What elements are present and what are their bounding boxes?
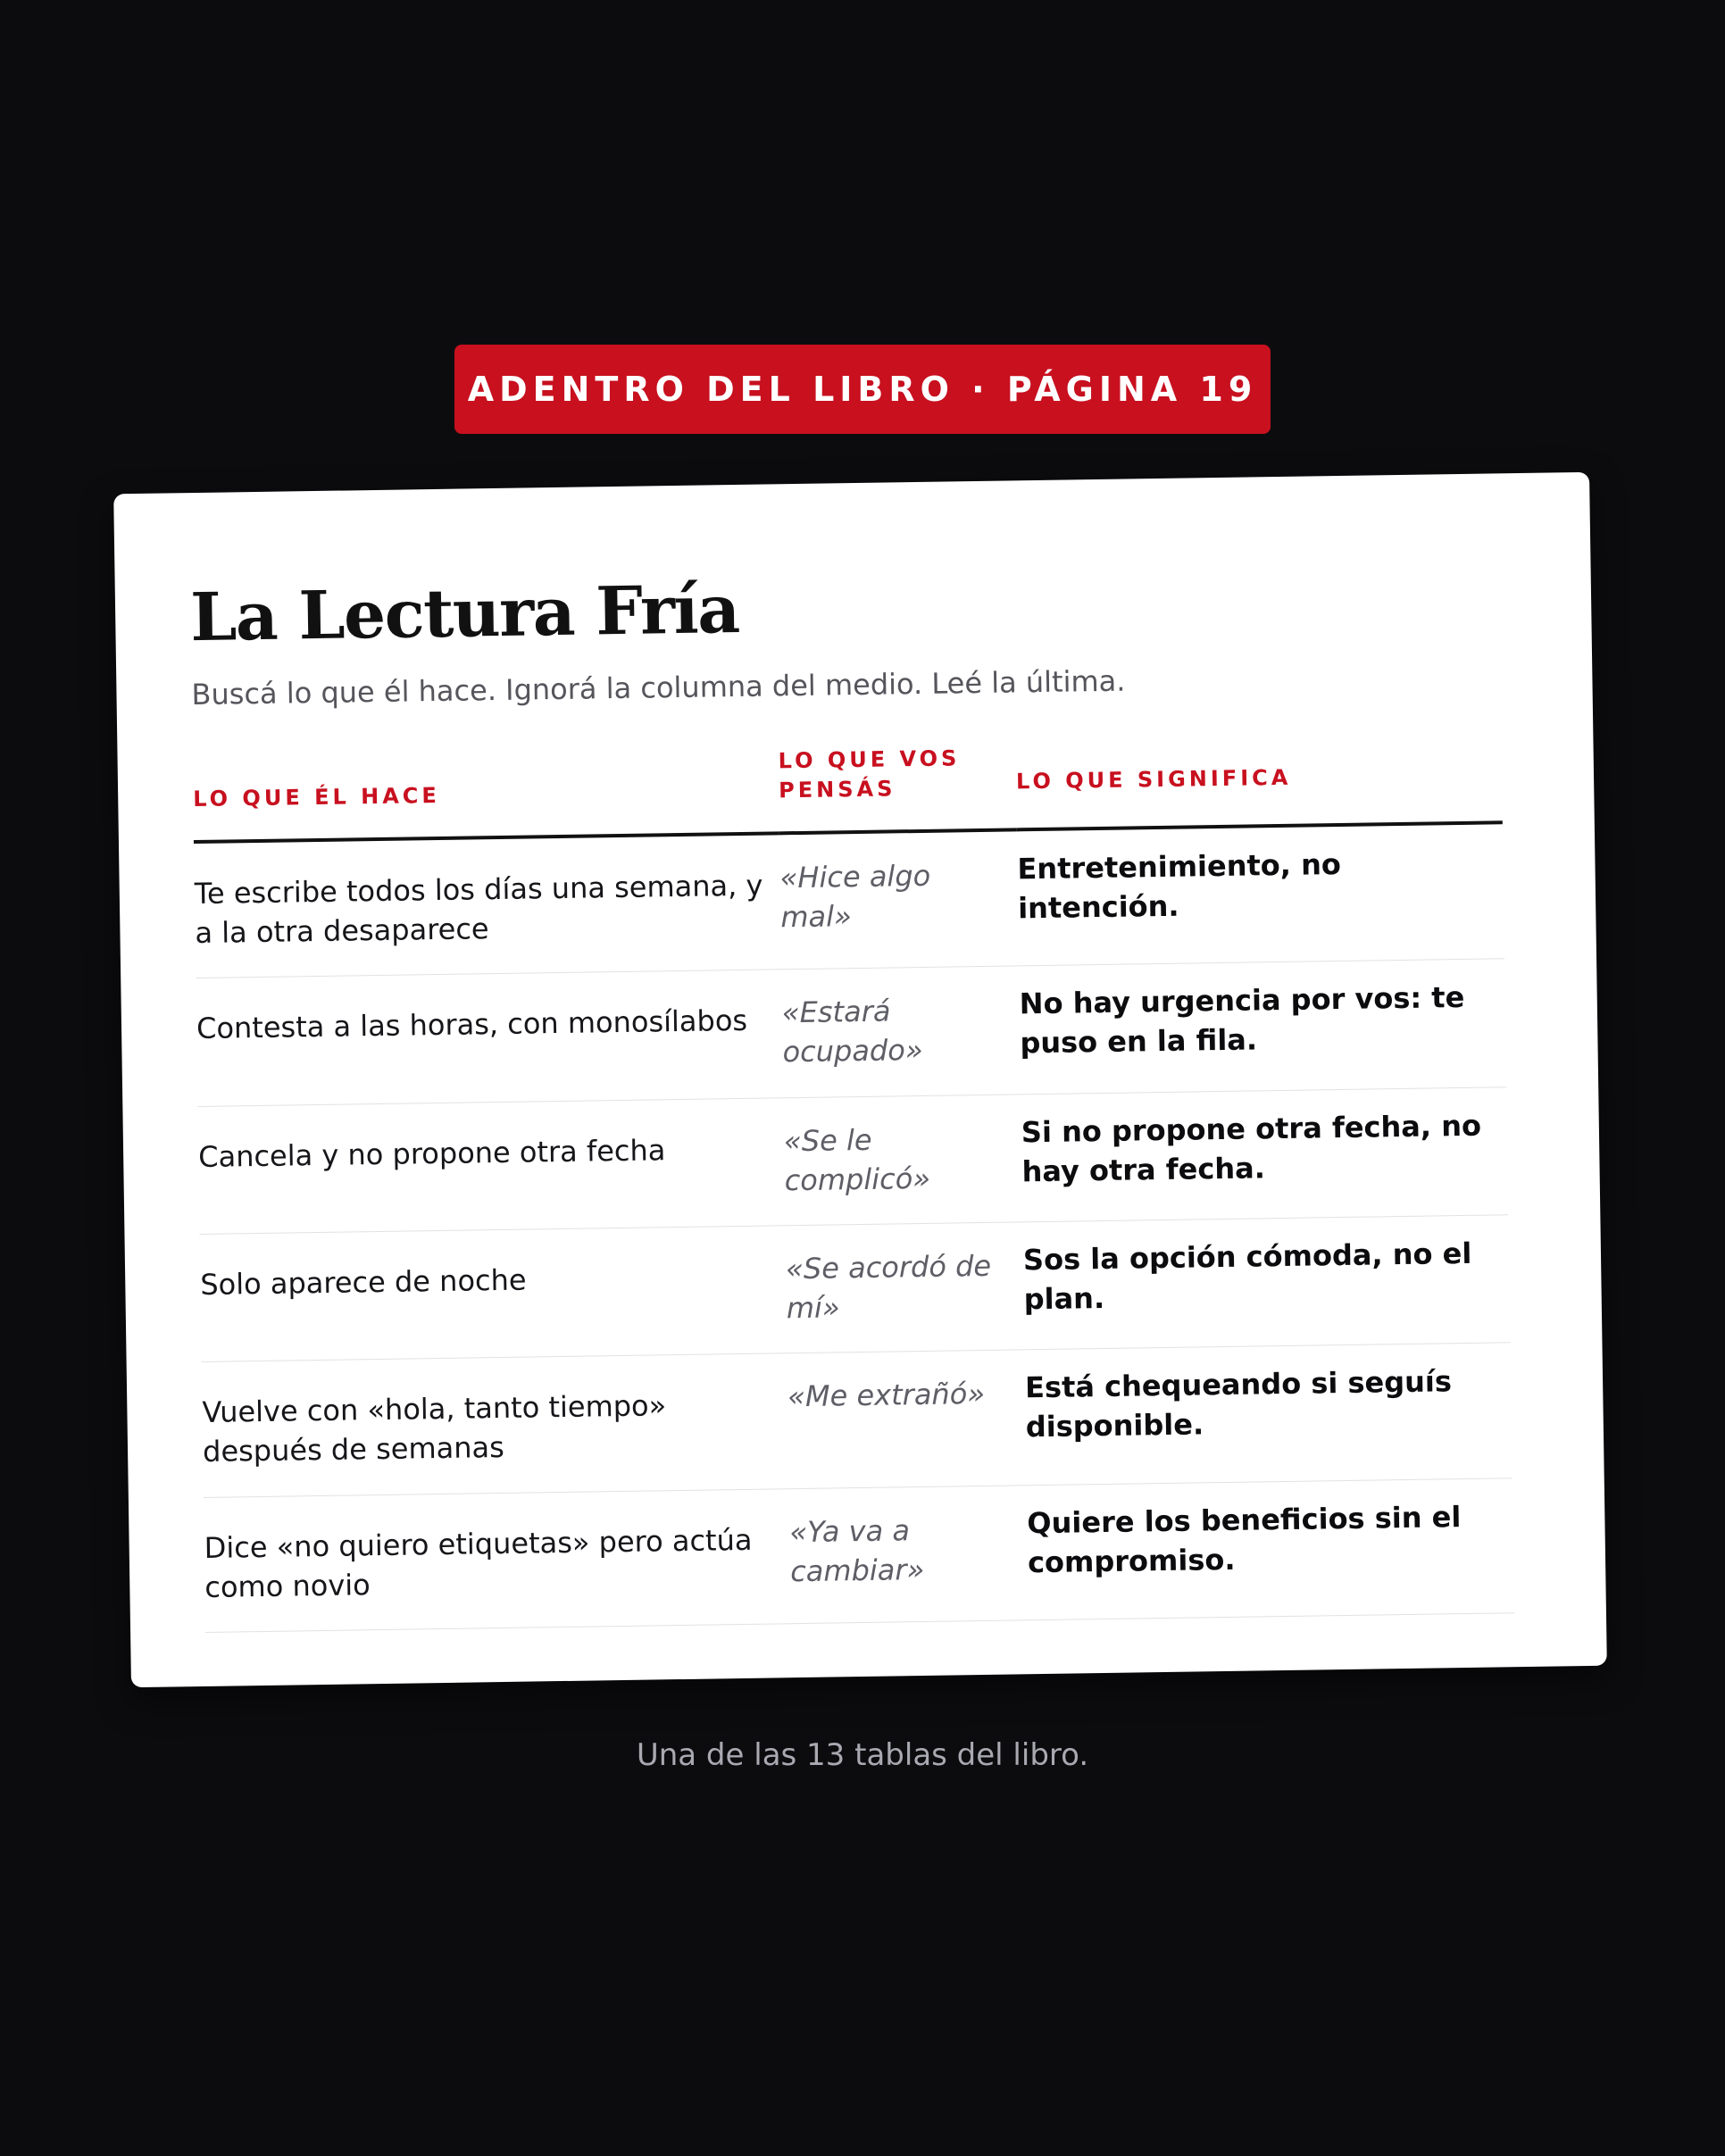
card-content [190,562,1527,1633]
cell-does: Vuelve con «hola, tanto tiempo» después de semanas [202,1353,789,1497]
table-row [202,1343,1512,1497]
table-row [199,1215,1510,1362]
badge-label: ADENTRO DEL LIBRO · PÁGINA 19 [467,370,1258,409]
cell-means: Sos la opción cómoda, no el plan. [1022,1215,1510,1350]
cell-does: Cancela y no propone otra fecha [197,1097,785,1234]
cell-think: «Hice algo mal» [779,829,1019,970]
cell-does: Dice «no quiero etiquetas» pero actúa como novio [204,1488,791,1632]
table-row [196,959,1506,1106]
cell-means: Entretenimiento, no intención. [1017,822,1504,966]
cell-means: Quiere los beneficios sin el compromiso. [1027,1478,1514,1619]
table-card [113,472,1607,1687]
cell-means: Está chequeando si seguís disponible. [1025,1343,1512,1485]
card-title: La Lectura Fría [189,570,740,657]
table-row [194,822,1504,978]
cell-does: Te escribe todos los días una semana, y a la otra desaparece [194,833,781,978]
column-header-does: LO QUE ÉL HACE [193,746,779,842]
cell-think: «Ya va a cambiar» [789,1485,1029,1623]
cell-think: «Se le complicó» [783,1094,1022,1225]
table-row [197,1086,1508,1234]
caption: Una de las 13 tablas del libro. [636,1737,1089,1773]
cell-means: Si no propone otra fecha, no hay otra fecha. [1021,1086,1508,1221]
cell-think: «Me extrañó» [788,1350,1027,1488]
cell-think: «Se acordó de mí» [785,1222,1024,1353]
cold-reading-table [193,736,1514,1633]
column-header-means: LO QUE SIGNIFICA [1015,736,1502,829]
cell-means: No hay urgencia por vos: te puso en la fila. [1019,959,1506,1094]
table-row [204,1478,1514,1632]
column-header-think: LO QUE VOS PENSÁS [778,743,1016,833]
cell-think: «Estará ocupado» [781,966,1021,1097]
cell-does: Solo aparece de noche [199,1226,787,1362]
card-subtitle: Buscá lo que él hace. Ignorá la columna del medio. Leé la última. [191,663,1126,712]
cell-does: Contesta a las horas, con monosílabos [196,970,783,1106]
page-badge [454,345,1271,434]
